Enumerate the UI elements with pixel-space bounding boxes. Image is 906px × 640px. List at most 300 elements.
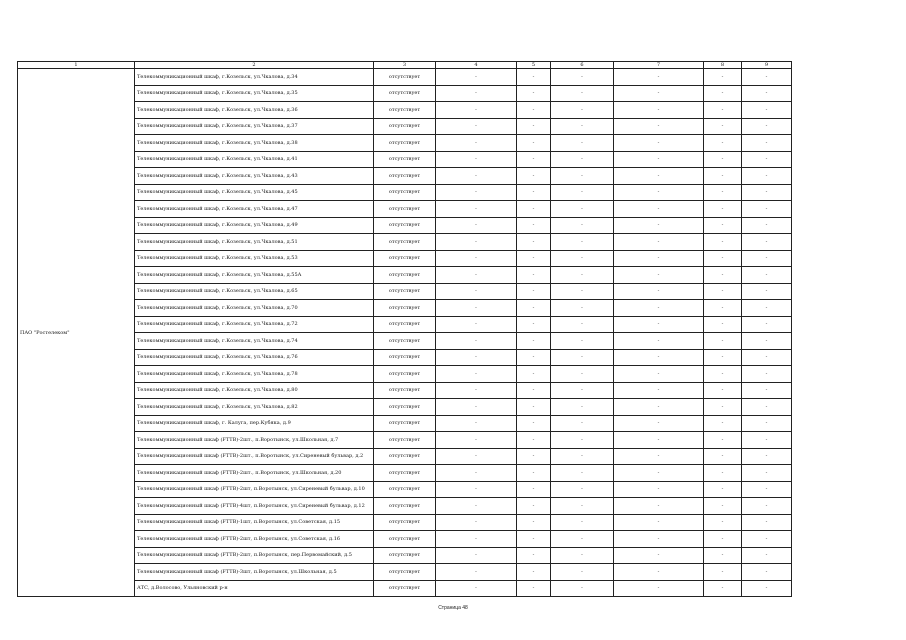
value-cell-6: -: [551, 69, 614, 86]
table-row: [18, 481, 792, 498]
status-cell: отсутствует: [374, 234, 436, 251]
status-cell: отсутствует: [374, 498, 436, 515]
value-cell-5: -: [517, 415, 551, 432]
value-cell-4: -: [436, 69, 517, 86]
status-cell: отсутствует: [374, 316, 436, 333]
table-row: [18, 399, 792, 416]
table-row: [18, 349, 792, 366]
value-cell-9: -: [742, 448, 792, 465]
value-cell-4: -: [436, 415, 517, 432]
value-cell-7: -: [614, 267, 704, 284]
status-cell: отсутствует: [374, 250, 436, 267]
value-cell-4: -: [436, 201, 517, 218]
value-cell-7: -: [614, 135, 704, 152]
header-row: [18, 62, 792, 69]
value-cell-9: -: [742, 349, 792, 366]
status-cell: отсутствует: [374, 151, 436, 168]
value-cell-6: -: [551, 184, 614, 201]
page-number: Страница 48: [438, 605, 468, 611]
value-cell-7: -: [614, 564, 704, 581]
value-cell-8: -: [704, 267, 742, 284]
object-cell: Телекоммуникационный шкаф, г.Козельск, ул.Чкалова, д.55А: [135, 267, 374, 284]
value-cell-6: -: [551, 201, 614, 218]
value-cell-5: -: [517, 151, 551, 168]
value-cell-9: -: [742, 135, 792, 152]
value-cell-4: -: [436, 564, 517, 581]
table-row: [18, 580, 792, 597]
value-cell-8: -: [704, 465, 742, 482]
value-cell-6: -: [551, 349, 614, 366]
object-cell: Телекоммуникационный шкаф, г.Козельск, ул.Чкалова, д.38: [135, 135, 374, 152]
value-cell-6: -: [551, 498, 614, 515]
organization-cell: ПАО "Ростелеком": [18, 69, 135, 597]
column-header-4: 4: [436, 62, 517, 69]
value-cell-6: -: [551, 135, 614, 152]
table-row: [18, 69, 792, 86]
value-cell-5: -: [517, 382, 551, 399]
value-cell-6: -: [551, 85, 614, 102]
value-cell-7: -: [614, 465, 704, 482]
value-cell-5: -: [517, 250, 551, 267]
value-cell-8: -: [704, 531, 742, 548]
value-cell-7: -: [614, 531, 704, 548]
value-cell-5: -: [517, 300, 551, 317]
value-cell-6: -: [551, 217, 614, 234]
value-cell-6: -: [551, 448, 614, 465]
status-cell: отсутствует: [374, 85, 436, 102]
object-cell: Телекоммуникационный шкаф (FTTB)-2шт, п.Воротынск, ул.Сиреневый бульвар, д.10: [135, 481, 374, 498]
object-cell: Телекоммуникационный шкаф, г.Козельск, ул.Чкалова, д.51: [135, 234, 374, 251]
status-cell: отсутствует: [374, 366, 436, 383]
value-cell-9: -: [742, 234, 792, 251]
value-cell-7: -: [614, 547, 704, 564]
value-cell-8: -: [704, 481, 742, 498]
object-cell: Телекоммуникационный шкаф, г.Козельск, ул.Чкалова, д.80: [135, 382, 374, 399]
value-cell-9: -: [742, 432, 792, 449]
value-cell-4: -: [436, 316, 517, 333]
status-cell: отсутствует: [374, 531, 436, 548]
object-cell: Телекоммуникационный шкаф (FTTB)-3шт, п.Воротынск, ул.Школьная, д.5: [135, 564, 374, 581]
table-row: [18, 366, 792, 383]
value-cell-6: -: [551, 316, 614, 333]
value-cell-6: -: [551, 118, 614, 135]
value-cell-4: -: [436, 481, 517, 498]
table-row: [18, 564, 792, 581]
table-row: [18, 250, 792, 267]
object-cell: Телекоммуникационный шкаф, г.Козельск, ул.Чкалова, д.41: [135, 151, 374, 168]
value-cell-9: -: [742, 118, 792, 135]
value-cell-8: -: [704, 333, 742, 350]
value-cell-8: -: [704, 432, 742, 449]
value-cell-7: -: [614, 580, 704, 597]
value-cell-7: -: [614, 514, 704, 531]
value-cell-7: -: [614, 85, 704, 102]
value-cell-4: -: [436, 366, 517, 383]
status-cell: отсутствует: [374, 118, 436, 135]
object-cell: Телекоммуникационный шкаф (FTTB)-2шт, п.Воротынск, ул.Советская, д.16: [135, 531, 374, 548]
value-cell-4: -: [436, 531, 517, 548]
value-cell-9: -: [742, 366, 792, 383]
register-table: [17, 61, 792, 597]
status-cell: отсутствует: [374, 283, 436, 300]
value-cell-9: -: [742, 151, 792, 168]
value-cell-9: -: [742, 85, 792, 102]
table-row: [18, 382, 792, 399]
value-cell-8: -: [704, 399, 742, 416]
value-cell-4: -: [436, 382, 517, 399]
value-cell-4: -: [436, 399, 517, 416]
value-cell-7: -: [614, 316, 704, 333]
table-row: [18, 184, 792, 201]
value-cell-6: -: [551, 250, 614, 267]
table-row: [18, 415, 792, 432]
value-cell-8: -: [704, 118, 742, 135]
value-cell-8: -: [704, 85, 742, 102]
value-cell-6: -: [551, 415, 614, 432]
value-cell-5: -: [517, 465, 551, 482]
value-cell-5: -: [517, 217, 551, 234]
status-cell: отсутствует: [374, 465, 436, 482]
object-cell: Телекоммуникационный шкаф (FTTB)-2шт, п.Воротынск, пер.Первомайский, д.5: [135, 547, 374, 564]
value-cell-9: -: [742, 514, 792, 531]
value-cell-5: -: [517, 498, 551, 515]
object-cell: Телекоммуникационный шкаф, г. Калуга, пер.Кубяка, д.9: [135, 415, 374, 432]
status-cell: отсутствует: [374, 201, 436, 218]
value-cell-6: -: [551, 547, 614, 564]
value-cell-7: -: [614, 283, 704, 300]
status-cell: отсутствует: [374, 481, 436, 498]
value-cell-5: -: [517, 316, 551, 333]
value-cell-8: -: [704, 168, 742, 185]
value-cell-6: -: [551, 382, 614, 399]
value-cell-9: -: [742, 267, 792, 284]
value-cell-6: -: [551, 366, 614, 383]
value-cell-9: -: [742, 333, 792, 350]
status-cell: отсутствует: [374, 135, 436, 152]
value-cell-4: -: [436, 184, 517, 201]
value-cell-5: -: [517, 448, 551, 465]
value-cell-6: -: [551, 300, 614, 317]
value-cell-9: -: [742, 300, 792, 317]
object-cell: Телекоммуникационный шкаф, г.Козельск, ул.Чкалова, д.35: [135, 85, 374, 102]
table-row: [18, 217, 792, 234]
table-row: [18, 118, 792, 135]
value-cell-7: -: [614, 201, 704, 218]
value-cell-9: -: [742, 217, 792, 234]
table-body: [18, 69, 792, 597]
value-cell-5: -: [517, 118, 551, 135]
value-cell-7: -: [614, 382, 704, 399]
table-row: [18, 300, 792, 317]
value-cell-4: -: [436, 234, 517, 251]
value-cell-9: -: [742, 547, 792, 564]
value-cell-8: -: [704, 448, 742, 465]
table-row: [18, 498, 792, 515]
value-cell-5: -: [517, 234, 551, 251]
object-cell: Телекоммуникационный шкаф, г.Козельск, ул.Чкалова, д.78: [135, 366, 374, 383]
object-cell: Телекоммуникационный шкаф (FTTB)-2шт., п.Воротынск, ул.Сиреневый бульвар, д.2: [135, 448, 374, 465]
value-cell-7: -: [614, 366, 704, 383]
status-cell: отсутствует: [374, 184, 436, 201]
value-cell-9: -: [742, 168, 792, 185]
value-cell-4: -: [436, 250, 517, 267]
status-cell: отсутствует: [374, 300, 436, 317]
value-cell-8: -: [704, 135, 742, 152]
value-cell-4: -: [436, 168, 517, 185]
value-cell-6: -: [551, 399, 614, 416]
table-row: [18, 531, 792, 548]
value-cell-7: -: [614, 448, 704, 465]
value-cell-7: -: [614, 498, 704, 515]
value-cell-5: -: [517, 580, 551, 597]
table-row: [18, 316, 792, 333]
value-cell-6: -: [551, 234, 614, 251]
column-header-6: 6: [551, 62, 614, 69]
value-cell-5: -: [517, 399, 551, 416]
status-cell: отсутствует: [374, 102, 436, 119]
value-cell-7: -: [614, 415, 704, 432]
value-cell-6: -: [551, 267, 614, 284]
value-cell-4: -: [436, 498, 517, 515]
value-cell-5: -: [517, 514, 551, 531]
value-cell-5: -: [517, 547, 551, 564]
value-cell-4: -: [436, 349, 517, 366]
table-row: [18, 102, 792, 119]
value-cell-4: -: [436, 547, 517, 564]
status-cell: отсутствует: [374, 415, 436, 432]
status-cell: отсутствует: [374, 564, 436, 581]
value-cell-9: -: [742, 465, 792, 482]
value-cell-9: -: [742, 498, 792, 515]
value-cell-4: -: [436, 135, 517, 152]
value-cell-5: -: [517, 333, 551, 350]
object-cell: Телекоммуникационный шкаф, г.Козельск, ул.Чкалова, д.45: [135, 184, 374, 201]
table-row: [18, 333, 792, 350]
value-cell-8: -: [704, 234, 742, 251]
value-cell-9: -: [742, 69, 792, 86]
value-cell-5: -: [517, 135, 551, 152]
status-cell: отсутствует: [374, 69, 436, 86]
table-row: [18, 465, 792, 482]
value-cell-8: -: [704, 349, 742, 366]
object-cell: АТС, д.Волосово, Ульяновский р-н: [135, 580, 374, 597]
value-cell-6: -: [551, 151, 614, 168]
value-cell-5: -: [517, 267, 551, 284]
value-cell-9: -: [742, 184, 792, 201]
value-cell-6: -: [551, 514, 614, 531]
value-cell-7: -: [614, 102, 704, 119]
status-cell: отсутствует: [374, 399, 436, 416]
value-cell-4: -: [436, 580, 517, 597]
value-cell-4: -: [436, 514, 517, 531]
value-cell-9: -: [742, 531, 792, 548]
value-cell-4: -: [436, 102, 517, 119]
object-cell: Телекоммуникационный шкаф, г.Козельск, ул.Чкалова, д.47: [135, 201, 374, 218]
value-cell-8: -: [704, 498, 742, 515]
object-cell: Телекоммуникационный шкаф, г.Козельск, ул.Чкалова, д.53: [135, 250, 374, 267]
value-cell-4: -: [436, 118, 517, 135]
value-cell-5: -: [517, 564, 551, 581]
table-row: [18, 234, 792, 251]
value-cell-8: -: [704, 102, 742, 119]
value-cell-4: -: [436, 300, 517, 317]
value-cell-8: -: [704, 580, 742, 597]
table-row: [18, 151, 792, 168]
value-cell-4: -: [436, 217, 517, 234]
status-cell: отсутствует: [374, 514, 436, 531]
value-cell-5: -: [517, 349, 551, 366]
status-cell: отсутствует: [374, 432, 436, 449]
value-cell-8: -: [704, 151, 742, 168]
value-cell-7: -: [614, 151, 704, 168]
status-cell: отсутствует: [374, 333, 436, 350]
value-cell-8: -: [704, 201, 742, 218]
value-cell-7: -: [614, 250, 704, 267]
value-cell-7: -: [614, 184, 704, 201]
value-cell-7: -: [614, 481, 704, 498]
column-header-7: 7: [614, 62, 704, 69]
value-cell-9: -: [742, 564, 792, 581]
value-cell-5: -: [517, 481, 551, 498]
value-cell-5: -: [517, 102, 551, 119]
value-cell-9: -: [742, 316, 792, 333]
value-cell-7: -: [614, 234, 704, 251]
value-cell-9: -: [742, 580, 792, 597]
value-cell-5: -: [517, 366, 551, 383]
value-cell-7: -: [614, 168, 704, 185]
value-cell-9: -: [742, 250, 792, 267]
value-cell-5: -: [517, 531, 551, 548]
value-cell-5: -: [517, 168, 551, 185]
object-cell: Телекоммуникационный шкаф, г.Козельск, ул.Чкалова, д.72: [135, 316, 374, 333]
value-cell-8: -: [704, 366, 742, 383]
object-cell: Телекоммуникационный шкаф, г.Козельск, ул.Чкалова, д.74: [135, 333, 374, 350]
object-cell: Телекоммуникационный шкаф (FTTB)-1шт, п.Воротынск, ул.Советская, д.15: [135, 514, 374, 531]
table-row: [18, 168, 792, 185]
value-cell-5: -: [517, 85, 551, 102]
value-cell-4: -: [436, 151, 517, 168]
object-cell: Телекоммуникационный шкаф, г.Козельск, ул.Чкалова, д.37: [135, 118, 374, 135]
column-header-5: 5: [517, 62, 551, 69]
value-cell-4: -: [436, 333, 517, 350]
value-cell-5: -: [517, 69, 551, 86]
value-cell-8: -: [704, 250, 742, 267]
value-cell-8: -: [704, 564, 742, 581]
column-header-9: 9: [742, 62, 792, 69]
table-row: [18, 85, 792, 102]
value-cell-6: -: [551, 481, 614, 498]
value-cell-7: -: [614, 432, 704, 449]
table-row: [18, 432, 792, 449]
value-cell-9: -: [742, 201, 792, 218]
value-cell-5: -: [517, 184, 551, 201]
value-cell-7: -: [614, 399, 704, 416]
value-cell-8: -: [704, 547, 742, 564]
status-cell: отсутствует: [374, 217, 436, 234]
status-cell: отсутствует: [374, 448, 436, 465]
value-cell-7: -: [614, 217, 704, 234]
object-cell: Телекоммуникационный шкаф, г.Козельск, ул.Чкалова, д.65: [135, 283, 374, 300]
value-cell-8: -: [704, 184, 742, 201]
object-cell: Телекоммуникационный шкаф, г.Козельск, ул.Чкалова, д.34: [135, 69, 374, 86]
object-cell: Телекоммуникационный шкаф, г.Козельск, ул.Чкалова, д.43: [135, 168, 374, 185]
status-cell: отсутствует: [374, 349, 436, 366]
value-cell-9: -: [742, 399, 792, 416]
column-header-2: 2: [135, 62, 374, 69]
value-cell-5: -: [517, 201, 551, 218]
column-header-8: 8: [704, 62, 742, 69]
object-cell: Телекоммуникационный шкаф, г.Козельск, ул.Чкалова, д.82: [135, 399, 374, 416]
value-cell-8: -: [704, 69, 742, 86]
table-row: [18, 283, 792, 300]
status-cell: отсутствует: [374, 547, 436, 564]
value-cell-8: -: [704, 316, 742, 333]
value-cell-6: -: [551, 333, 614, 350]
status-cell: отсутствует: [374, 580, 436, 597]
value-cell-8: -: [704, 415, 742, 432]
object-cell: Телекоммуникационный шкаф, г.Козельск, ул.Чкалова, д.36: [135, 102, 374, 119]
value-cell-7: -: [614, 349, 704, 366]
value-cell-8: -: [704, 300, 742, 317]
table-row: [18, 448, 792, 465]
value-cell-6: -: [551, 432, 614, 449]
object-cell: Телекоммуникационный шкаф, г.Козельск, ул.Чкалова, д.70: [135, 300, 374, 317]
value-cell-7: -: [614, 300, 704, 317]
table-row: [18, 201, 792, 218]
value-cell-7: -: [614, 69, 704, 86]
value-cell-6: -: [551, 531, 614, 548]
column-header-3: 3: [374, 62, 436, 69]
object-cell: Телекоммуникационный шкаф, г.Козельск, ул.Чкалова, д.49: [135, 217, 374, 234]
status-cell: отсутствует: [374, 382, 436, 399]
value-cell-5: -: [517, 432, 551, 449]
object-cell: Телекоммуникационный шкаф (FTTB)-2шт., п.Воротынск, ул.Школьная, д.20: [135, 465, 374, 482]
value-cell-4: -: [436, 465, 517, 482]
value-cell-6: -: [551, 580, 614, 597]
value-cell-9: -: [742, 382, 792, 399]
value-cell-9: -: [742, 102, 792, 119]
value-cell-9: -: [742, 481, 792, 498]
object-cell: Телекоммуникационный шкаф, г.Козельск, ул.Чкалова, д.76: [135, 349, 374, 366]
value-cell-6: -: [551, 564, 614, 581]
value-cell-8: -: [704, 514, 742, 531]
value-cell-9: -: [742, 415, 792, 432]
value-cell-9: -: [742, 283, 792, 300]
value-cell-8: -: [704, 217, 742, 234]
value-cell-8: -: [704, 382, 742, 399]
value-cell-8: -: [704, 283, 742, 300]
column-header-1: 1: [18, 62, 135, 69]
value-cell-4: -: [436, 267, 517, 284]
table-row: [18, 135, 792, 152]
value-cell-4: -: [436, 448, 517, 465]
value-cell-6: -: [551, 465, 614, 482]
status-cell: отсутствует: [374, 168, 436, 185]
value-cell-4: -: [436, 432, 517, 449]
table-row: [18, 514, 792, 531]
table-row: [18, 547, 792, 564]
value-cell-5: -: [517, 283, 551, 300]
object-cell: Телекоммуникационный шкаф (FTTB)-4шт, п.Воротынск, ул.Сиреневый бульвар, д.12: [135, 498, 374, 515]
table-row: [18, 267, 792, 284]
value-cell-4: -: [436, 85, 517, 102]
table-header: [18, 62, 792, 69]
object-cell: Телекоммуникационный шкаф (FTTB)-2шт., п.Воротынск, ул.Школьная, д.7: [135, 432, 374, 449]
value-cell-4: -: [436, 283, 517, 300]
value-cell-6: -: [551, 168, 614, 185]
status-cell: отсутствует: [374, 267, 436, 284]
value-cell-7: -: [614, 118, 704, 135]
